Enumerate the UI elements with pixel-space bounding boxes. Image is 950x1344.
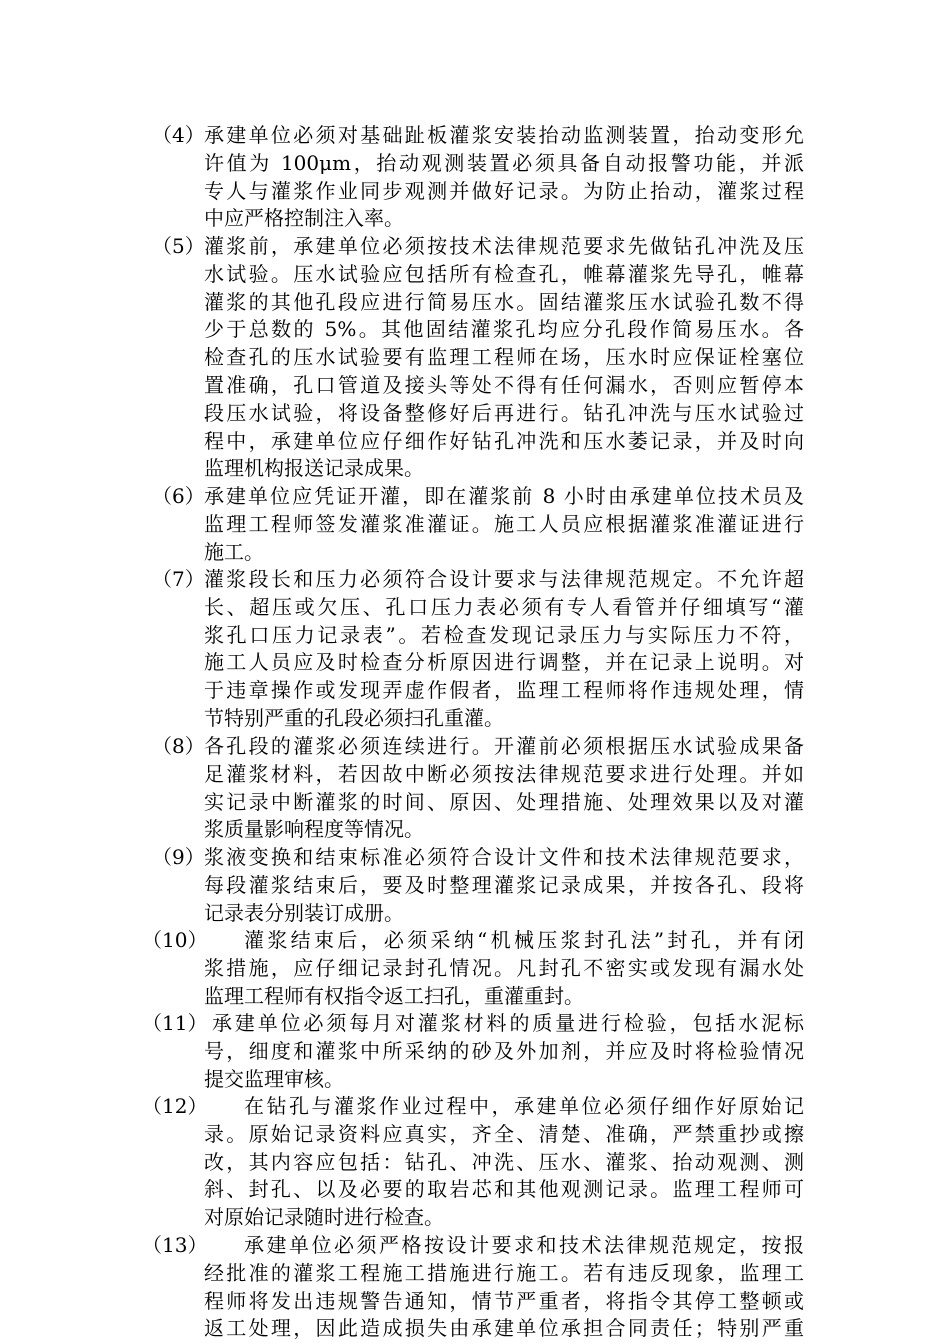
item-line: 施工人员应及时检查分析原因进行调整，并在记录上说明。对	[204, 650, 804, 675]
item-number: （9）	[152, 845, 205, 869]
item-line: 承建单位必须每月对灌浆材料的质量进行检验，包括水泥标	[212, 1011, 804, 1035]
item-line: 浆孔口压力记录表”。若检查发现记录压力与实际压力不符，	[204, 622, 804, 647]
item-line: 在钻孔与灌浆作业过程中，承建单位必须仔细作好原始记	[244, 1094, 804, 1118]
item-line: 监理机构报送记录成果。	[204, 456, 424, 481]
item-line: 录。原始记录资料应真实，齐全、清楚、准确，严禁重抄或擦	[204, 1121, 804, 1146]
item-line: 灌浆段长和压力必须符合设计要求与法律规范规定。不允许超	[204, 567, 804, 591]
item-line: 各孔段的灌浆必须连续进行。开灌前必须根据压水试验成果备	[204, 734, 804, 758]
item-line: 中应严格控制注入率。	[204, 206, 404, 231]
item-line: 实记录中断灌浆的时间、原因、处理措施、处理效果以及对灌	[204, 789, 804, 814]
item-line: 置准确，孔口管道及接头等处不得有任何漏水，否则应暂停本	[204, 373, 804, 397]
item-line: 许值为 100μm，抬动观测装置必须具备自动报警功能，并派	[204, 150, 804, 175]
item-line: 承建单位必须严格按设计要求和技术法律规范规定，按报	[244, 1233, 804, 1257]
item-line: 节特别严重的孔段必须扫孔重灌。	[204, 706, 504, 730]
item-line: 灌浆前，承建单位必须按技术法律规范要求先做钻孔冲洗及压	[204, 234, 804, 258]
item-number: （10）	[142, 928, 208, 952]
item-line: 每段灌浆结束后，要及时整理灌浆记录成果，并按各孔、段将	[204, 872, 804, 897]
item-line: 水试验。压水试验应包括所有检查孔，帷幕灌浆先导孔，帷幕	[204, 261, 804, 286]
item-number: （6）	[152, 484, 205, 508]
item-line: 返工处理，因此造成损失由承建单位承担合同责任；特别严重	[204, 1316, 804, 1341]
item-line: 监理工程师签发灌浆准灌证。施工人员应根据灌浆准灌证进行	[204, 511, 804, 536]
item-line: 程师将发出违规警告通知，情节严重者，将指令其停工整顿或	[204, 1288, 804, 1313]
item-number: （5）	[152, 234, 205, 258]
item-number: （4）	[152, 123, 205, 147]
item-number: （7）	[152, 567, 205, 591]
item-line: 浆措施，应仔细记录封孔情况。凡封孔不密实或发现有漏水处	[204, 955, 804, 980]
item-line: 号，细度和灌浆中所采纳的砂及外加剂，并应及时将检验情况	[204, 1038, 804, 1063]
item-line: 斜、封孔、以及必要的取岩芯和其他观测记录。监理工程师可	[204, 1177, 804, 1202]
item-number: （13）	[142, 1233, 208, 1257]
item-line: 记录表分别装订成册。	[204, 900, 404, 925]
item-line: 施工。	[204, 539, 264, 564]
item-line: 专人与灌浆作业同步观测并做好记录。为防止抬动，灌浆过程	[204, 178, 804, 203]
item-line: 于违章操作或发现弄虚作假者，监理工程师将作违规处理，情	[204, 678, 804, 703]
item-number: （11）	[142, 1011, 208, 1035]
item-line: 浆液变换和结束标准必须符合设计文件和技术法律规范要求，	[204, 845, 804, 869]
item-line: 灌浆结束后，必须采纳“机械压浆封孔法”封孔，并有闭	[244, 928, 804, 952]
item-line: 浆质量影响程度等情况。	[204, 817, 424, 842]
item-line: 改，其内容应包括：钻孔、冲洗、压水、灌浆、抬动观测、测	[204, 1149, 804, 1174]
item-line: 对原始记录随时进行检查。	[204, 1205, 444, 1230]
item-line: 检查孔的压水试验要有监理工程师在场，压水时应保证栓塞位	[204, 345, 804, 370]
item-line: 经批准的灌浆工程施工措施进行施工。若有违反现象，监理工	[204, 1260, 804, 1285]
item-number: （12）	[142, 1094, 208, 1118]
item-line: 承建单位应凭证开灌，即在灌浆前 8 小时由承建单位技术员及	[204, 484, 804, 508]
item-line: 长、超压或欠压、孔口压力表必须有专人看管并仔细填写“灌	[204, 594, 804, 619]
item-line: 足灌浆材料，若因故中断必须按法律规范要求进行处理。并如	[204, 761, 804, 786]
item-line: 程中，承建单位应仔细作好钻孔冲洗和压水萎记录，并及时向	[204, 428, 804, 453]
item-line: 少于总数的 5%。其他固结灌浆孔均应分孔段作简易压水。各	[204, 317, 804, 342]
item-line: 监理工程师有权指令返工扫孔，重灌重封。	[204, 983, 584, 1008]
item-line: 承建单位必须对基础趾板灌浆安装抬动监测装置，抬动变形允	[204, 123, 804, 147]
item-line: 段压水试验，将设备整修好后再进行。钻孔冲洗与压水试验过	[204, 400, 804, 425]
item-line: 灌浆的其他孔段应进行简易压水。固结灌浆压水试验孔数不得	[204, 289, 804, 314]
item-line: 提交监理审核。	[204, 1066, 344, 1091]
item-number: （8）	[152, 734, 205, 758]
